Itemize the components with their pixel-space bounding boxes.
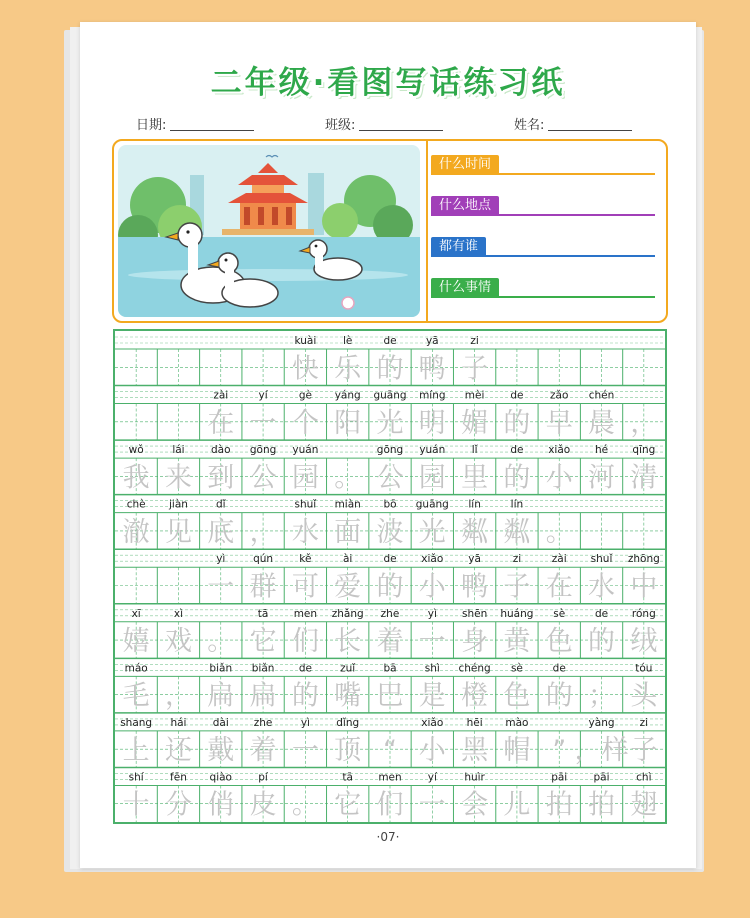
pinyin-text: chì xyxy=(636,771,652,784)
hanzi-char: 清 xyxy=(630,462,658,494)
prompt-tag-4: 什么事情 xyxy=(431,278,499,298)
hanzi-char: 公 xyxy=(249,462,277,494)
pinyin-text: biǎn xyxy=(251,662,275,675)
hanzi-char: 上 xyxy=(122,735,150,767)
pinyin-text: zi xyxy=(470,335,479,347)
pinyin-text: de xyxy=(383,553,397,566)
hanzi-char: 子 xyxy=(461,353,489,385)
pinyin-text: zuǐ xyxy=(340,662,356,675)
hanzi-char: 澈 xyxy=(122,516,150,548)
hanzi-char: 个 xyxy=(291,407,319,439)
pinyin-text: bā xyxy=(383,662,397,675)
pinyin-text: jiàn xyxy=(168,498,188,511)
hanzi-char: 在 xyxy=(545,571,573,603)
hanzi-char: 阳 xyxy=(334,407,362,439)
hanzi-char: 扁 xyxy=(207,680,235,712)
hanzi-char: 拍 xyxy=(545,789,573,821)
hanzi-char: 嘴 xyxy=(334,680,362,712)
pinyin-text: huáng xyxy=(500,607,534,620)
hanzi-char: 一 xyxy=(249,407,277,439)
pinyin-text: guāng xyxy=(415,498,449,511)
hanzi-char: 。 xyxy=(545,516,573,548)
pinyin-text: fēn xyxy=(170,771,187,784)
hanzi-char: 。 xyxy=(334,462,362,494)
hanzi-char: 一 xyxy=(418,789,446,821)
hanzi-char: 一 xyxy=(291,735,319,767)
worksheet-title: 二年级·看图写话练习纸 xyxy=(210,65,566,101)
hanzi-char: 着 xyxy=(249,735,277,767)
pinyin-text: yì xyxy=(216,553,226,566)
pinyin-text: kuài xyxy=(294,335,317,347)
pinyin-text: zhǎng xyxy=(331,607,364,620)
pinyin-text: hé xyxy=(594,444,609,457)
hanzi-char: 河 xyxy=(588,462,616,494)
pinyin-text: zǎo xyxy=(550,389,569,402)
hanzi-char: ， xyxy=(164,680,192,712)
pinyin-text: tóu xyxy=(635,662,653,675)
name-label: 姓名: xyxy=(514,118,545,133)
pinyin-text: shuǐ xyxy=(294,498,317,511)
pinyin-text: xì xyxy=(173,607,184,620)
hanzi-char: 帽 xyxy=(503,735,531,767)
pinyin-text: chè xyxy=(126,498,146,511)
hanzi-char: 巴 xyxy=(376,680,404,712)
hanzi-char: ； xyxy=(588,680,616,712)
pinyin-text: lín xyxy=(510,498,524,511)
pinyin-text: men xyxy=(378,771,402,784)
hanzi-char: 长 xyxy=(334,626,362,658)
hanzi-char: 。 xyxy=(207,626,235,658)
pinyin-text: yì xyxy=(300,716,310,729)
prompt-answer-line-1[interactable] xyxy=(431,173,655,175)
prompt-tag-2: 什么地点 xyxy=(431,196,499,216)
pinyin-text: mèi xyxy=(464,389,485,402)
pinyin-text: dào xyxy=(211,444,231,457)
class-field xyxy=(325,114,443,133)
hanzi-char: 光 xyxy=(376,407,404,439)
hanzi-char: 在 xyxy=(207,407,235,439)
pinyin-text: yáng xyxy=(334,389,361,402)
pinyin-text: ài xyxy=(343,553,353,566)
hanzi-char: “ xyxy=(383,735,397,767)
hanzi-char: 水 xyxy=(588,571,616,603)
hanzi-char: 橙 xyxy=(461,680,489,712)
pinyin-text: shēn xyxy=(461,607,488,620)
pinyin-text: zi xyxy=(512,553,522,566)
hanzi-char: 绒 xyxy=(630,626,658,658)
pinyin-text: lái xyxy=(172,444,185,457)
hanzi-char: 戏 xyxy=(164,626,192,658)
duck-pond-illustration xyxy=(118,145,420,317)
prompt-tag-1: 什么时间 xyxy=(431,155,499,175)
pinyin-text: chéng xyxy=(458,662,491,675)
pinyin-text: pāi xyxy=(593,771,610,784)
date-label: 日期: xyxy=(136,118,167,133)
pinyin-text: lín xyxy=(468,498,481,511)
hanzi-char: 波 xyxy=(376,516,404,548)
hanzi-char: 媚 xyxy=(461,407,489,439)
hanzi-char: 的 xyxy=(376,353,404,385)
pinyin-text: zài xyxy=(213,389,229,402)
hanzi-char: 头 xyxy=(630,680,658,712)
pinyin-text: qīng xyxy=(632,444,656,457)
hanzi-char: 爱 xyxy=(334,571,362,603)
hanzi-char: 小 xyxy=(545,462,573,494)
pinyin-text: de xyxy=(298,662,312,675)
hanzi-char: 群 xyxy=(249,571,277,603)
hanzi-char: 着 xyxy=(376,626,404,658)
pinyin-text: gōng xyxy=(249,444,277,457)
pinyin-text: dǐ xyxy=(215,498,226,511)
pinyin-text: de xyxy=(383,335,397,347)
hanzi-char: 顶 xyxy=(334,735,362,767)
pinyin-text: yā xyxy=(425,335,439,347)
hanzi-char: ” xyxy=(552,735,567,767)
pinyin-text: huìr xyxy=(464,771,485,784)
box-divider xyxy=(426,141,428,321)
pinyin-text: zhe xyxy=(253,716,273,729)
hanzi-char: 俏 xyxy=(207,789,235,821)
hanzi-char: 的 xyxy=(291,680,319,712)
hanzi-char: 晨 xyxy=(588,407,616,439)
hanzi-char: 园 xyxy=(291,462,319,494)
pinyin-text: máo xyxy=(124,662,148,675)
pinyin-text: tā xyxy=(342,771,353,784)
pinyin-text: lǐ xyxy=(471,444,478,457)
hanzi-char: 粼 xyxy=(461,516,489,548)
date-field xyxy=(136,114,254,133)
hanzi-char: 身 xyxy=(461,626,489,658)
hanzi-char: 光 xyxy=(418,516,446,548)
pinyin-text: yuán xyxy=(419,444,446,457)
hanzi-char: 色 xyxy=(503,680,531,712)
hanzi-char: 可 xyxy=(291,571,319,603)
hanzi-char: 里 xyxy=(461,462,489,494)
hanzi-char: 黑 xyxy=(461,735,489,767)
pinyin-text: gōng xyxy=(376,444,404,457)
hanzi-char: 小 xyxy=(418,571,446,603)
hanzi-char: 还 xyxy=(164,735,192,767)
writing-grid xyxy=(113,329,667,824)
hanzi-char: 一 xyxy=(207,571,235,603)
name-field xyxy=(514,114,632,133)
pinyin-text: shuǐ xyxy=(590,553,613,566)
class-blank[interactable] xyxy=(359,130,443,131)
hanzi-char: 色 xyxy=(545,626,573,658)
pinyin-text: yí xyxy=(258,389,268,402)
pinyin-text: shí xyxy=(128,771,144,784)
pinyin-text: sè xyxy=(510,662,523,675)
writing-grid-svg xyxy=(115,331,665,822)
hanzi-char: 一 xyxy=(418,626,446,658)
hanzi-char: 黄 xyxy=(503,626,531,658)
pinyin-text: yuán xyxy=(292,444,319,457)
hanzi-char: 小 xyxy=(418,735,446,767)
hanzi-char: 们 xyxy=(376,789,404,821)
hanzi-char: 扁 xyxy=(249,680,277,712)
page-number: ·07· xyxy=(376,830,400,844)
pinyin-text: shang xyxy=(120,716,153,729)
hanzi-char: 早 xyxy=(545,407,573,439)
hanzi-char: 公 xyxy=(376,462,404,494)
hanzi-char: 子 xyxy=(630,735,658,767)
hanzi-char: 拍 xyxy=(588,789,616,821)
prompt-tag-3: 都有谁 xyxy=(431,237,486,257)
hanzi-char: 儿 xyxy=(503,789,531,821)
pinyin-text: pāi xyxy=(551,771,568,784)
hanzi-char: ，样 xyxy=(574,735,629,767)
pinyin-text: zi xyxy=(639,716,649,729)
pinyin-text: dài xyxy=(212,716,229,729)
pinyin-text: lè xyxy=(342,335,353,347)
pinyin-text: de xyxy=(510,444,524,457)
prompt-answer-line-3[interactable] xyxy=(431,255,655,257)
hanzi-char: 粼 xyxy=(503,516,531,548)
pinyin-text: biǎn xyxy=(209,662,233,675)
pinyin-text: zài xyxy=(551,553,567,566)
hanzi-char: 翅 xyxy=(630,789,658,821)
pinyin-text: guāng xyxy=(373,389,407,402)
pinyin-text: xiǎo xyxy=(548,444,571,457)
hanzi-char: 十 xyxy=(122,789,150,821)
prompt-answer-line-2[interactable] xyxy=(431,214,655,216)
hanzi-char: 皮 xyxy=(249,789,277,821)
pinyin-text: xī xyxy=(131,607,141,620)
picture-prompt-box xyxy=(112,139,668,323)
hanzi-char: 我 xyxy=(122,462,150,494)
pinyin-text: xiǎo xyxy=(421,716,444,729)
pinyin-text: bō xyxy=(383,498,397,511)
hanzi-char: 鸭 xyxy=(418,353,446,385)
pinyin-text: dǐng xyxy=(336,716,360,729)
hanzi-char: 毛 xyxy=(122,680,150,712)
hanzi-char: 的 xyxy=(588,626,616,658)
hanzi-char: 水 xyxy=(291,516,319,548)
hanzi-char: 是 xyxy=(418,680,446,712)
pinyin-text: mào xyxy=(505,716,529,729)
hanzi-char: 底 xyxy=(207,516,235,548)
pinyin-text: tā xyxy=(257,607,269,620)
pinyin-text: xiǎo xyxy=(421,553,444,566)
date-blank[interactable] xyxy=(170,130,254,131)
pinyin-text: pí xyxy=(258,771,268,784)
pinyin-text: sè xyxy=(553,607,566,620)
pinyin-text: yí xyxy=(427,771,437,784)
pinyin-text: zhe xyxy=(380,607,400,620)
pinyin-text: de xyxy=(510,389,524,402)
hanzi-char: 分 xyxy=(164,789,192,821)
pinyin-text: wǒ xyxy=(128,444,144,457)
pinyin-text: miàn xyxy=(334,498,361,511)
pinyin-text: hēi xyxy=(466,716,483,729)
hanzi-char: 乐 xyxy=(334,353,362,385)
hanzi-char: 见 xyxy=(164,516,192,548)
pinyin-text: yì xyxy=(427,607,437,620)
hanzi-char: 会 xyxy=(461,789,489,821)
hanzi-char: 鸭 xyxy=(461,571,489,603)
pinyin-text: zhōng xyxy=(627,553,660,566)
hanzi-char: 的 xyxy=(503,407,531,439)
hanzi-char: ， xyxy=(630,407,658,439)
pinyin-text: yā xyxy=(468,553,481,566)
pinyin-text: gè xyxy=(298,389,312,402)
pinyin-text: qiào xyxy=(209,771,232,784)
hanzi-char: 快 xyxy=(291,353,319,385)
hanzi-char: 的 xyxy=(376,571,404,603)
hanzi-char: ， xyxy=(249,516,277,548)
worksheet-page xyxy=(80,22,696,868)
hanzi-char: 它 xyxy=(334,789,362,821)
pinyin-text: de xyxy=(594,607,609,620)
pinyin-text: yàng xyxy=(588,716,615,729)
name-blank[interactable] xyxy=(548,130,632,131)
hanzi-char: 。 xyxy=(291,789,319,821)
class-label: 班级: xyxy=(325,118,356,133)
hanzi-char: 园 xyxy=(418,462,446,494)
hanzi-char: 到 xyxy=(207,462,235,494)
pinyin-text: míng xyxy=(419,389,446,402)
hanzi-char: 它 xyxy=(249,626,277,658)
pinyin-text: róng xyxy=(631,607,656,620)
prompt-answer-line-4[interactable] xyxy=(431,296,655,298)
hanzi-char: 面 xyxy=(334,516,362,548)
hanzi-char: 的 xyxy=(503,462,531,494)
hanzi-char: 戴 xyxy=(207,735,235,767)
hanzi-char: 子 xyxy=(503,571,531,603)
pinyin-text: hái xyxy=(170,716,187,729)
pinyin-text: shì xyxy=(424,662,440,675)
hanzi-char: 们 xyxy=(291,626,319,658)
pinyin-text: qún xyxy=(253,553,274,566)
pinyin-text: de xyxy=(552,662,566,675)
hanzi-char: 嬉 xyxy=(122,626,150,658)
pinyin-text: men xyxy=(293,607,318,620)
pinyin-text: chén xyxy=(588,389,615,402)
hanzi-char: 的 xyxy=(545,680,573,712)
pinyin-text: kě xyxy=(299,553,312,566)
hanzi-char: 来 xyxy=(164,462,192,494)
hanzi-char: 明 xyxy=(418,407,446,439)
hanzi-char: 中 xyxy=(630,571,658,603)
